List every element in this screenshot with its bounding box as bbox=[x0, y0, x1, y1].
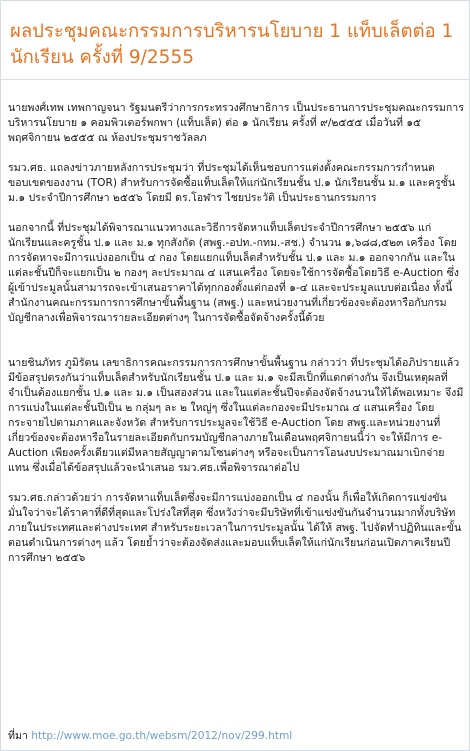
title-divider bbox=[1, 79, 470, 80]
paragraph-meeting-intro: นายพงศ์เทพ เทพกาญจนา รัฐมนตรีว่าการกระทรวงศึกษาธิการ เป็นประธานการประชุมคณะกรรมการบริหารนโยบาย ๑ คอมพิวเตอร์พกพา (แท็บเล็ต) ต่อ ๑ นักเรียน ครั้งที่ ๙/๒๕๕๕ เมื่อวันที่ ๑๕ พฤศจิกายน ๒๕๕๕ ณ ห้องประชุมราชวัลลภ bbox=[8, 102, 464, 144]
article-body bbox=[8, 87, 464, 581]
paragraph-procurement-plan: นอกจากนี้ ที่ประชุมได้พิจารณาแนวทางและวิธีการจัดหาแท็บเล็ตประจำปีการศึกษา ๒๕๕๖ แก่นักเรียนและครูชั้น ป.๑ และ ม.๑ ทุกสังกัด (สพฐ.-อปท.-กทม.-สช.) จำนวน ๑,๖๘๘,๕๒๓ เครื่อง โดยการจัดหาจะมีการแบ่งออกเป็น ๔ กอง โดยแยกแท็บเล็ตสำหรับชั้น ป.๑ และ ม.๑ ออกจากกัน และในแต่ละชั้นปีก็จะแยกเป็น ๒ กองๆ ละประมาณ ๔ แสนเครื่อง โดยจะใช้การจัดซื้อโดยวิธี e-Auction ซึ่งผู้เข้าประมูลนั้นสามารถจะเข้าเสนอราคาได้ทุกกองตั้งแต่กองที่ ๑-๔ และจะประมูลแบบต่อเนื่อง ทั้งนี้สำนักงานคณะกรรมการการศึกษาขั้นพื้นฐาน (สพฐ.) และหน่วยงานที่เกี่ยวข้องจะต้องหารือกับกรมบัญชีกลางเพื่อพิจารณารายละเอียดต่างๆ ในการจัดซื้อจัดจ้างครั้งนี้ด้วย bbox=[8, 222, 459, 324]
paragraph-tor-committee: รมว.ศธ. แถลงข่าวภายหลังการประชุมว่า ที่ประชุมได้เห็นชอบการแต่งตั้งคณะกรรมการกำหนดขอบเขตของงาน (TOR) สำหรับการจัดซื้อแท็บเล็ตให้แก่นักเรียนชั้น ป.๑ นักเรียนชั้น ม.๑ และครูชั้น ม.๑ ประจำปีการศึกษา ๒๕๕๖ โดยมี ดร.โอฬาร ไชยประวัติ เป็นประธานกรรมการ bbox=[8, 162, 456, 204]
source-link[interactable]: http://www.moe.go.th/websm/2012/nov/299.html bbox=[31, 730, 293, 742]
source-line bbox=[8, 729, 292, 744]
paragraph-secretary-general: นายชินภัทร ภูมิรัตน เลขาธิการคณะกรรมการการศึกษาขั้นพื้นฐาน กล่าวว่า ที่ประชุมได้อภิปรายแล้ว มีข้อสรุปตรงกันว่าแท็บเล็ตสำหรับนักเรียนชั้น ป.๑ และ ม.๑ จะมีสเป็กที่แตกต่างกัน จึงเป็นเหตุผลที่จำเป็นต้องแยกชั้น ป.๑ และ ม.๑ เป็นสองส่วน และในแต่ละชั้นปีจะต้องจัดจ้างนวนให้ได้พอเหมาะ จึงมีการแบ่งในแต่ละชั้นปีเป็น ๒ กลุ่มๆ ละ ๒ ใหญ่ๆ ซึ่งในแต่ละกองจะมีประมาณ ๔ แสนเครื่อง โดยกระจายไปตามภาคและจังหวัด สำหรับการประมูลจะใช้วิธี e-Auction โดย สพฐ.และหน่วยงานที่เกี่ยวข้องจะต้องหารือในรายละเอียดกับกรมบัญชีกลางภายในเดือนพฤศจิกายนนี้ว่า จะให้มีการ e-Auction เพียงครั้งเดียวแต่มีหลายสัญญาตามโซนต่างๆ หรือจะเป็นการโอนงบประมาณมาเบิกจ่ายแทน ซึ่งเมื่อได้ข้อสรุปแล้วจะนำเสนอ รมว.ศธ.เพื่อพิจารณาต่อไป bbox=[8, 357, 464, 474]
source-label: ที่มา bbox=[8, 730, 28, 742]
article-title: ผลประชุมคณะกรรมการบริหารนโยบาย 1 แท็บเล็ตต่อ 1 นักเรียน ครั้งที่ 9/2555 bbox=[10, 21, 454, 68]
paragraph-minister-remarks: รมว.ศธ.กล่าวด้วยว่า การจัดหาแท็บเล็ตซึ่งจะมีการแบ่งออกเป็น ๔ กองนั้น ก็เพื่อให้เกิดการแข่งขัน มั่นใจว่าจะได้ราคาที่ดีที่สุดและโปร่งใสที่สุด ซึ่งหวังว่าจะมีบริษัทที่เข้าแข่งขันกันจำนวนมากทั้งบริษัทภายในประเทศและต่างประเทศ สำหรับระยะเวลาในการประมูลนั้น ได้ให้ สพฐ. ไปจัดทำปฏิทินและขั้นตอนดำเนินการต่างๆ แล้ว โดยย้ำว่าจะต้องจัดส่งและมอบแท็บเล็ตให้แก่นักเรียนก่อนเปิดภาคเรียนปีการศึกษา ๒๕๕๖ bbox=[8, 492, 462, 564]
